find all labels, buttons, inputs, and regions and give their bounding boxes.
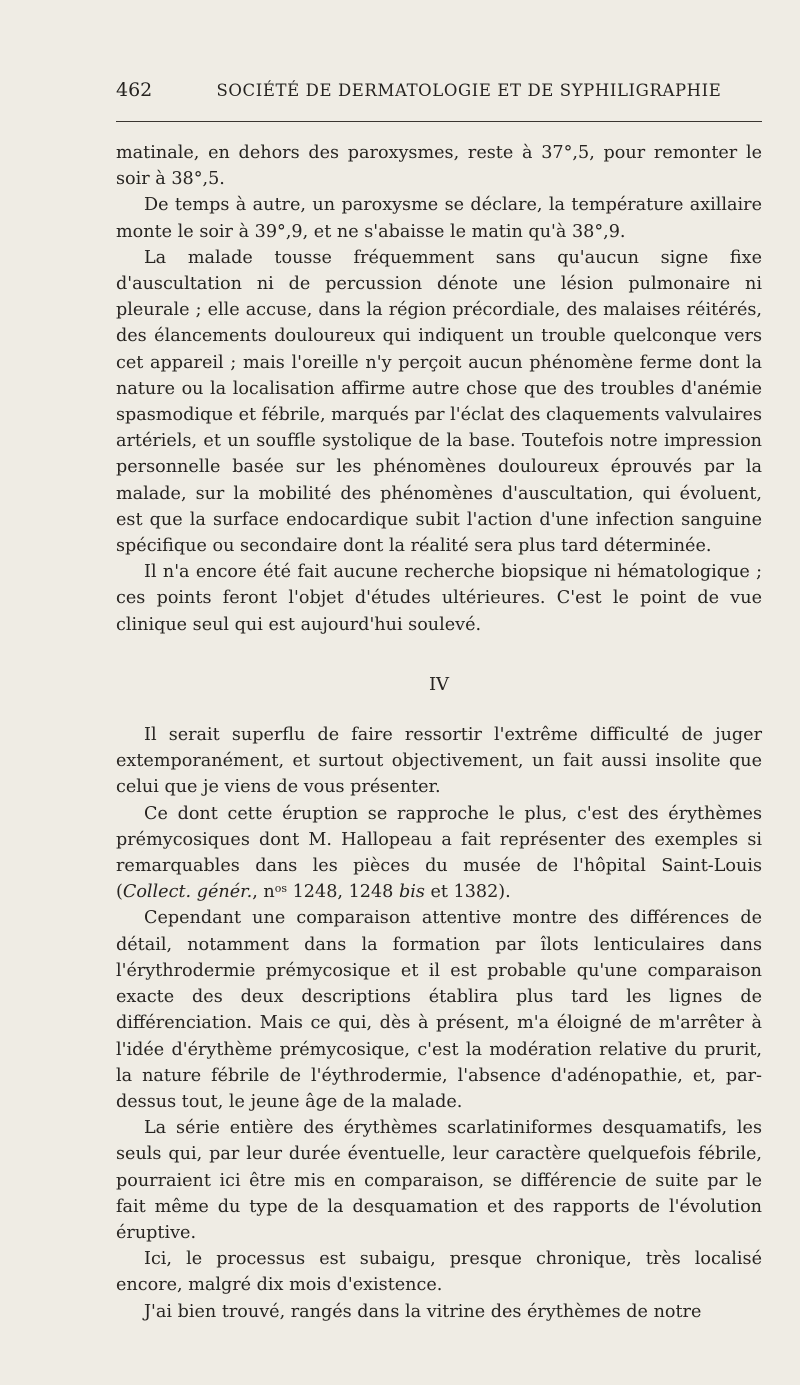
running-title: SOCIÉTÉ DE DERMATOLOGIE ET DE SYPHILIGRAPHIE	[216, 81, 722, 100]
superscript: os	[274, 882, 288, 896]
text-run: Ce dont cette éruption se rapproche le plus, c'est des érythèmes prémycosiques dont M. Hallopeau a fait représenter des exemples si remarquables dans les pièces du musée de l'hôpital Saint-Louis (	[116, 803, 762, 903]
paragraph: La malade tousse fréquemment sans qu'aucun signe fixe d'auscultation ni de percussion dénote une lésion pulmonaire ni pleurale ; elle accuse, dans la région précordiale, des malaises réitérés, des élancements douloureux qui indiquent un trouble quelconque vers cet appareil ; mais l'oreille n'y perçoit aucun phénomène ferme dont la nature ou la localisation affirme autre chose que des troubles d'anémie spasmodique et fébrile, marqués par l'éclat des claquements valvulaires artériels, et un souffle systolique de la base. Toutefois notre impression personnelle basée sur les phénomènes douloureux éprouvés par la malade, sur la mobilité des phénomènes d'auscultation, qui évoluent, est que la surface endocardique subit l'action d'une infection sanguine spécifique ou secondaire dont la réalité sera plus tard déterminée.	[116, 247, 762, 557]
paragraph: Il serait superflu de faire ressortir l'extrême difficulté de juger extemporanément, et surtout objectivement, un fait aussi insolite que celui que je viens de vous présenter.	[116, 725, 762, 798]
page-number: 462	[116, 79, 153, 101]
paragraph-continued: matinale, en dehors des paroxysmes, reste à 37°,5, pour remonter le soir à 38°,5.	[116, 143, 762, 190]
paragraph: La série entière des érythèmes scarlatiniformes desquamatifs, les seuls qui, par leur durée éventuelle, leur caractère quelquefois fébrile, pourraient ici être mis en comparaison, se différencie de suite par le fait même du type de la desquamation et des rapports de l'évolution éruptive.	[116, 1118, 762, 1243]
paragraph: Cependant une comparaison attentive montre des différences de détail, notamment dans la formation par îlots lenticulaires dans l'érythrodermie prémycosique et il est probable qu'une comparaison exacte des deux descriptions établira plus tard les lignes de différenciation. Mais ce qui, dès à présent, m'a éloigné de m'arrêter à l'idée d'érythème prémycosique, c'est la modération relative du prurit, la nature fébrile de l'éythrodermie, l'absence d'adénopathie, et, par-dessus tout, le jeune âge de la malade.	[116, 908, 762, 1112]
text-run: 1248, 1248	[287, 882, 399, 903]
header-rule	[116, 121, 762, 122]
paragraph: Ici, le processus est subaigu, presque chronique, très localisé encore, malgré dix mois d'existence.	[116, 1249, 762, 1296]
paragraph: J'ai bien trouvé, rangés dans la vitrine des érythèmes de notre	[144, 1301, 702, 1322]
paragraph: De temps à autre, un paroxysme se déclare, la température axillaire monte le soir à 39°,9, et ne s'abaisse le matin qu'à 38°,9.	[116, 195, 762, 242]
paragraph: Il n'a encore été fait aucune recherche biopsique ni hématologique ; ces points feront l'objet d'études ultérieures. C'est le point de vue clinique seul qui est aujourd'hui soulevé.	[116, 562, 762, 635]
italic-bis: bis	[398, 882, 425, 903]
running-header	[116, 78, 762, 103]
section-heading: IV	[428, 673, 450, 695]
text-run: , n	[252, 882, 275, 903]
paragraph-with-citation	[116, 801, 762, 906]
text-run: et 1382).	[424, 882, 511, 903]
body-text	[116, 140, 762, 1325]
citation-title: Collect. génér.	[122, 882, 253, 903]
